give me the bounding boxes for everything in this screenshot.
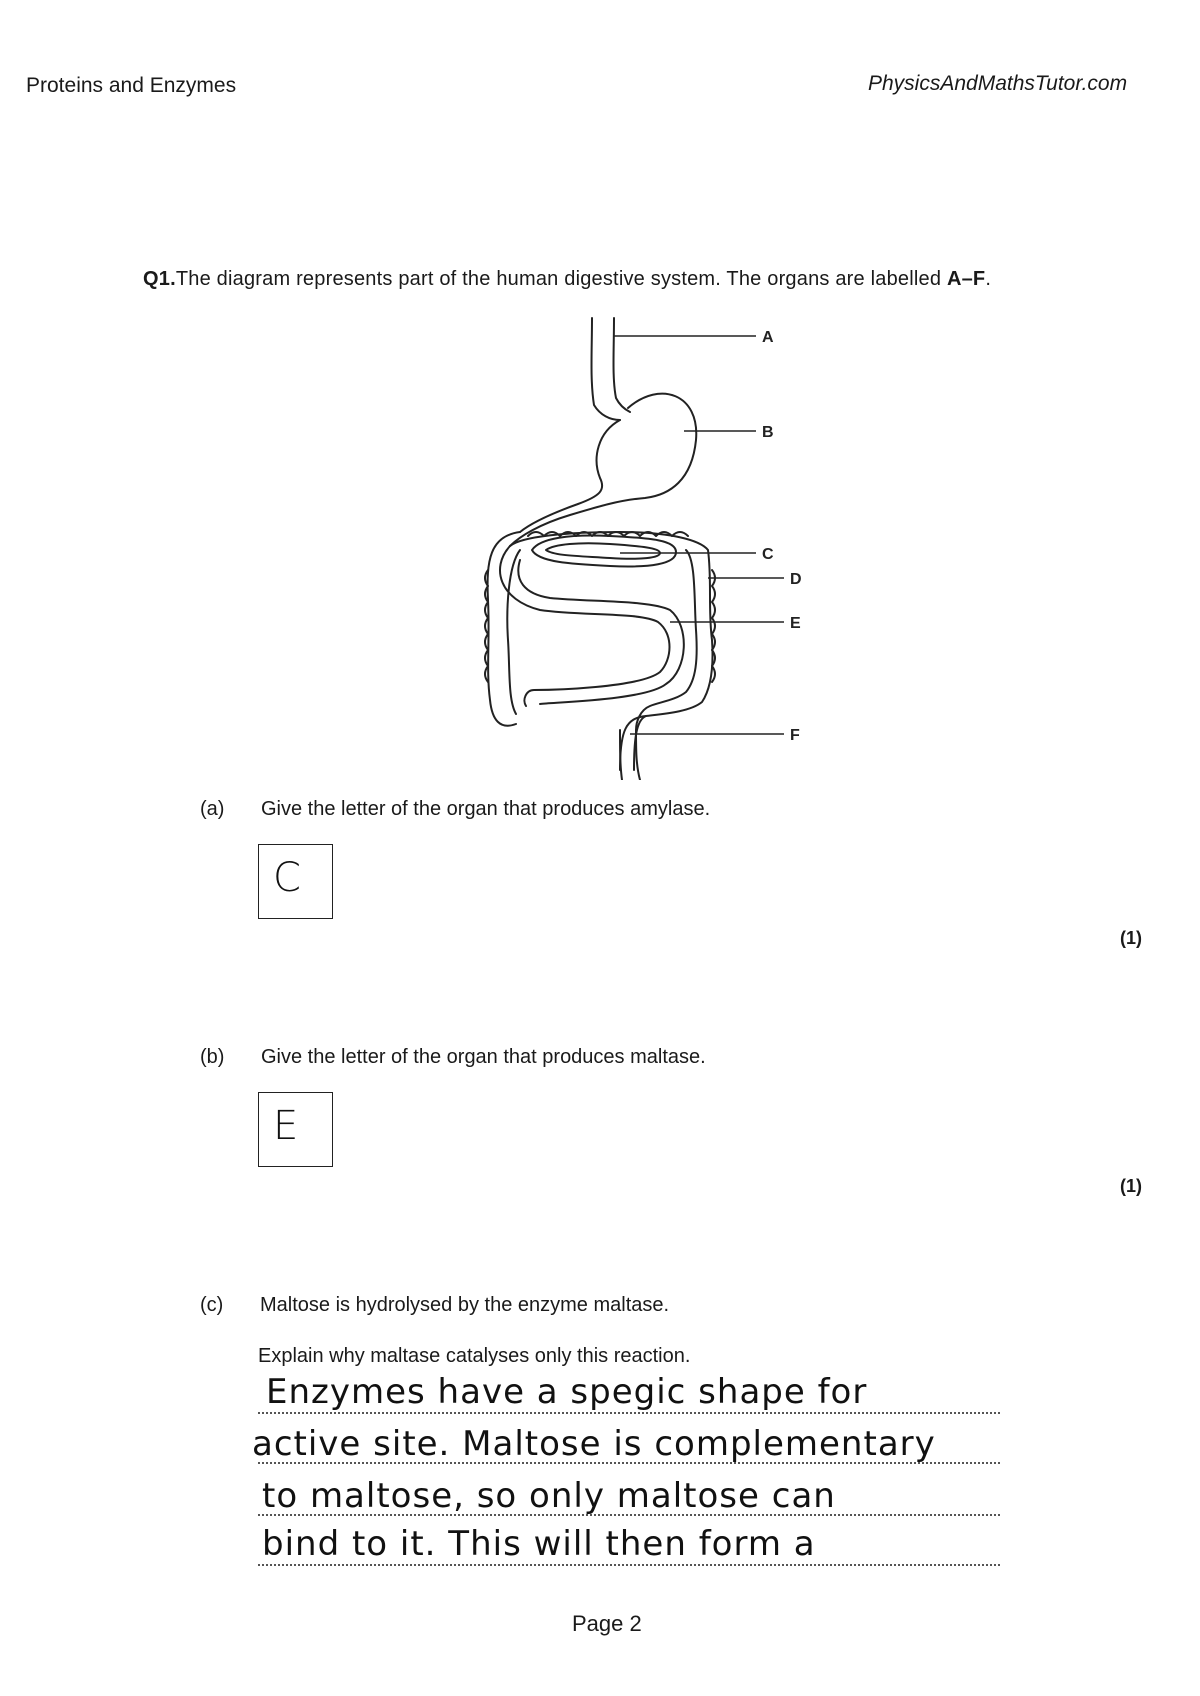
- marks-b: (1): [1120, 1176, 1142, 1196]
- question-intro-text: The diagram represents part of the human digestive system. The organs are labelled: [175, 268, 947, 290]
- answer-box-a[interactable]: [258, 844, 333, 919]
- page-number: Page 2: [572, 1611, 642, 1636]
- part-a-label: (a): [200, 798, 225, 820]
- handwritten-line-4: bind to it. This will then form a: [262, 1524, 816, 1564]
- stomach-shape: [510, 394, 696, 546]
- part-b-label: (b): [200, 1046, 225, 1068]
- part-a-prompt: Give the letter of the organ that produces amylase.: [261, 798, 711, 820]
- answer-line-1[interactable]: [258, 1412, 1000, 1414]
- diagram-label-b: B: [762, 424, 774, 441]
- colon-inner-shape: [620, 550, 697, 770]
- question-intro: [143, 268, 991, 291]
- part-b-prompt: Give the letter of the organ that produces maltase.: [261, 1046, 706, 1068]
- answer-line-4[interactable]: [258, 1564, 1000, 1566]
- answer-a-handwriting: C: [273, 855, 301, 901]
- question-label-range: A–F: [946, 268, 986, 290]
- marks-a: (1): [1120, 928, 1142, 948]
- part-c-prompt: Maltose is hydrolysed by the enzyme maltase.: [260, 1294, 670, 1316]
- small-intestine-shape: [500, 546, 684, 706]
- diagram-label-a: A: [762, 329, 774, 346]
- digestive-system-diagram: [450, 310, 850, 780]
- oesophagus-inner-shape: [614, 318, 631, 412]
- diagram-label-c: C: [762, 546, 774, 563]
- part-c-label: (c): [200, 1294, 224, 1316]
- oesophagus-shape: [592, 318, 621, 420]
- diagram-label-f: F: [790, 727, 800, 744]
- header-source: PhysicsAndMathsTutor.com: [868, 72, 1128, 95]
- pancreas-inner-shape: [546, 543, 660, 559]
- header-title: Proteins and Enzymes: [26, 74, 237, 97]
- diagram-label-e: E: [790, 615, 801, 632]
- handwritten-line-2: active site. Maltose is complementary: [252, 1424, 936, 1464]
- question-number: Q1.: [143, 268, 176, 290]
- part-c-subprompt: Explain why maltase catalyses only this reaction.: [258, 1345, 691, 1367]
- handwritten-line-3: to maltose, so only maltose can: [262, 1476, 836, 1516]
- answer-line-2[interactable]: [258, 1462, 1000, 1464]
- answer-line-3[interactable]: [258, 1514, 1000, 1516]
- answer-box-b[interactable]: [258, 1092, 333, 1167]
- handwritten-line-1: Enzymes have a spegic shape for: [266, 1372, 868, 1412]
- question-intro-end: .: [985, 268, 992, 290]
- diagram-label-d: D: [790, 571, 802, 588]
- pancreas-shape: [532, 536, 676, 567]
- answer-b-handwriting: E: [273, 1103, 299, 1149]
